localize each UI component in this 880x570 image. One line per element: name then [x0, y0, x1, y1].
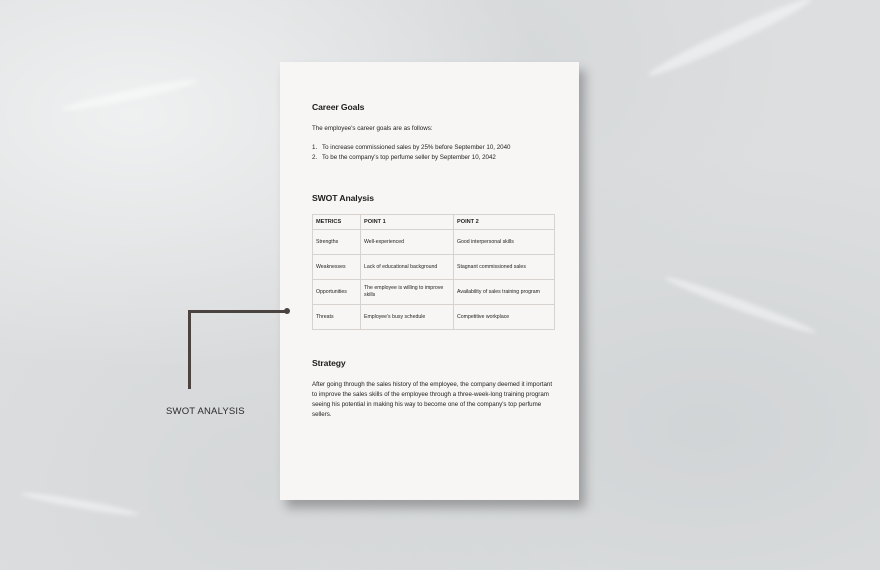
- table-row: [313, 280, 555, 305]
- career-goals-heading: Career Goals: [312, 102, 365, 112]
- strategy-body: After going through the sales history of the employee, the company deemed it important to improve the sales skills of the employee through a three-week-long training program seeing his potential in making his way to become one of the company's top perfume sellers.: [312, 381, 553, 418]
- table-cell: Threats: [313, 305, 361, 330]
- table-cell: Strengths: [313, 230, 361, 255]
- career-goals-intro: The employee's career goals are as follows:: [312, 125, 433, 132]
- list-item-number: 2.: [312, 154, 318, 161]
- callout-line-horizontal: [188, 310, 288, 313]
- background-texture: [645, 0, 814, 81]
- table-cell: Good interpersonal skills: [454, 230, 555, 255]
- list-item: [312, 143, 554, 153]
- list-item-text: To be the company's top perfume seller by September 10, 2042: [322, 154, 496, 161]
- background-texture: [60, 76, 199, 115]
- table-cell: The employee is willing to improve skills: [361, 280, 454, 305]
- table-cell: Weaknesses: [313, 255, 361, 280]
- swot-heading: SWOT Analysis: [312, 193, 374, 203]
- table-cell: Competitive workplace: [454, 305, 555, 330]
- table-cell: Availability of sales training program: [454, 280, 555, 305]
- swot-table: [312, 214, 555, 330]
- column-header: POINT 2: [454, 215, 555, 230]
- list-item-text: To increase commissioned sales by 25% before September 10, 2040: [322, 144, 511, 151]
- background-texture: [20, 490, 140, 519]
- callout-line-vertical: [188, 311, 191, 389]
- table-cell: Lack of educational background: [361, 255, 454, 280]
- list-item-number: 1.: [312, 144, 318, 151]
- document-content: [312, 102, 554, 420]
- table-header-row: [313, 215, 555, 230]
- background-texture: [663, 273, 817, 337]
- table-row: [313, 305, 555, 330]
- table-row: [313, 230, 555, 255]
- list-item: [312, 153, 554, 163]
- table-cell: Stagnant commissioned sales: [454, 255, 555, 280]
- callout-label: SWOT ANALYSIS: [166, 406, 245, 417]
- table-cell: Opportunities: [313, 280, 361, 305]
- strategy-heading: Strategy: [312, 358, 346, 368]
- column-header: METRICS: [313, 215, 361, 230]
- table-cell: Well-experienced: [361, 230, 454, 255]
- column-header: POINT 1: [361, 215, 454, 230]
- callout-dot: [284, 308, 290, 314]
- table-cell: Employee's busy schedule: [361, 305, 454, 330]
- career-goals-list: [312, 143, 554, 163]
- table-row: [313, 255, 555, 280]
- document-page: [280, 62, 579, 500]
